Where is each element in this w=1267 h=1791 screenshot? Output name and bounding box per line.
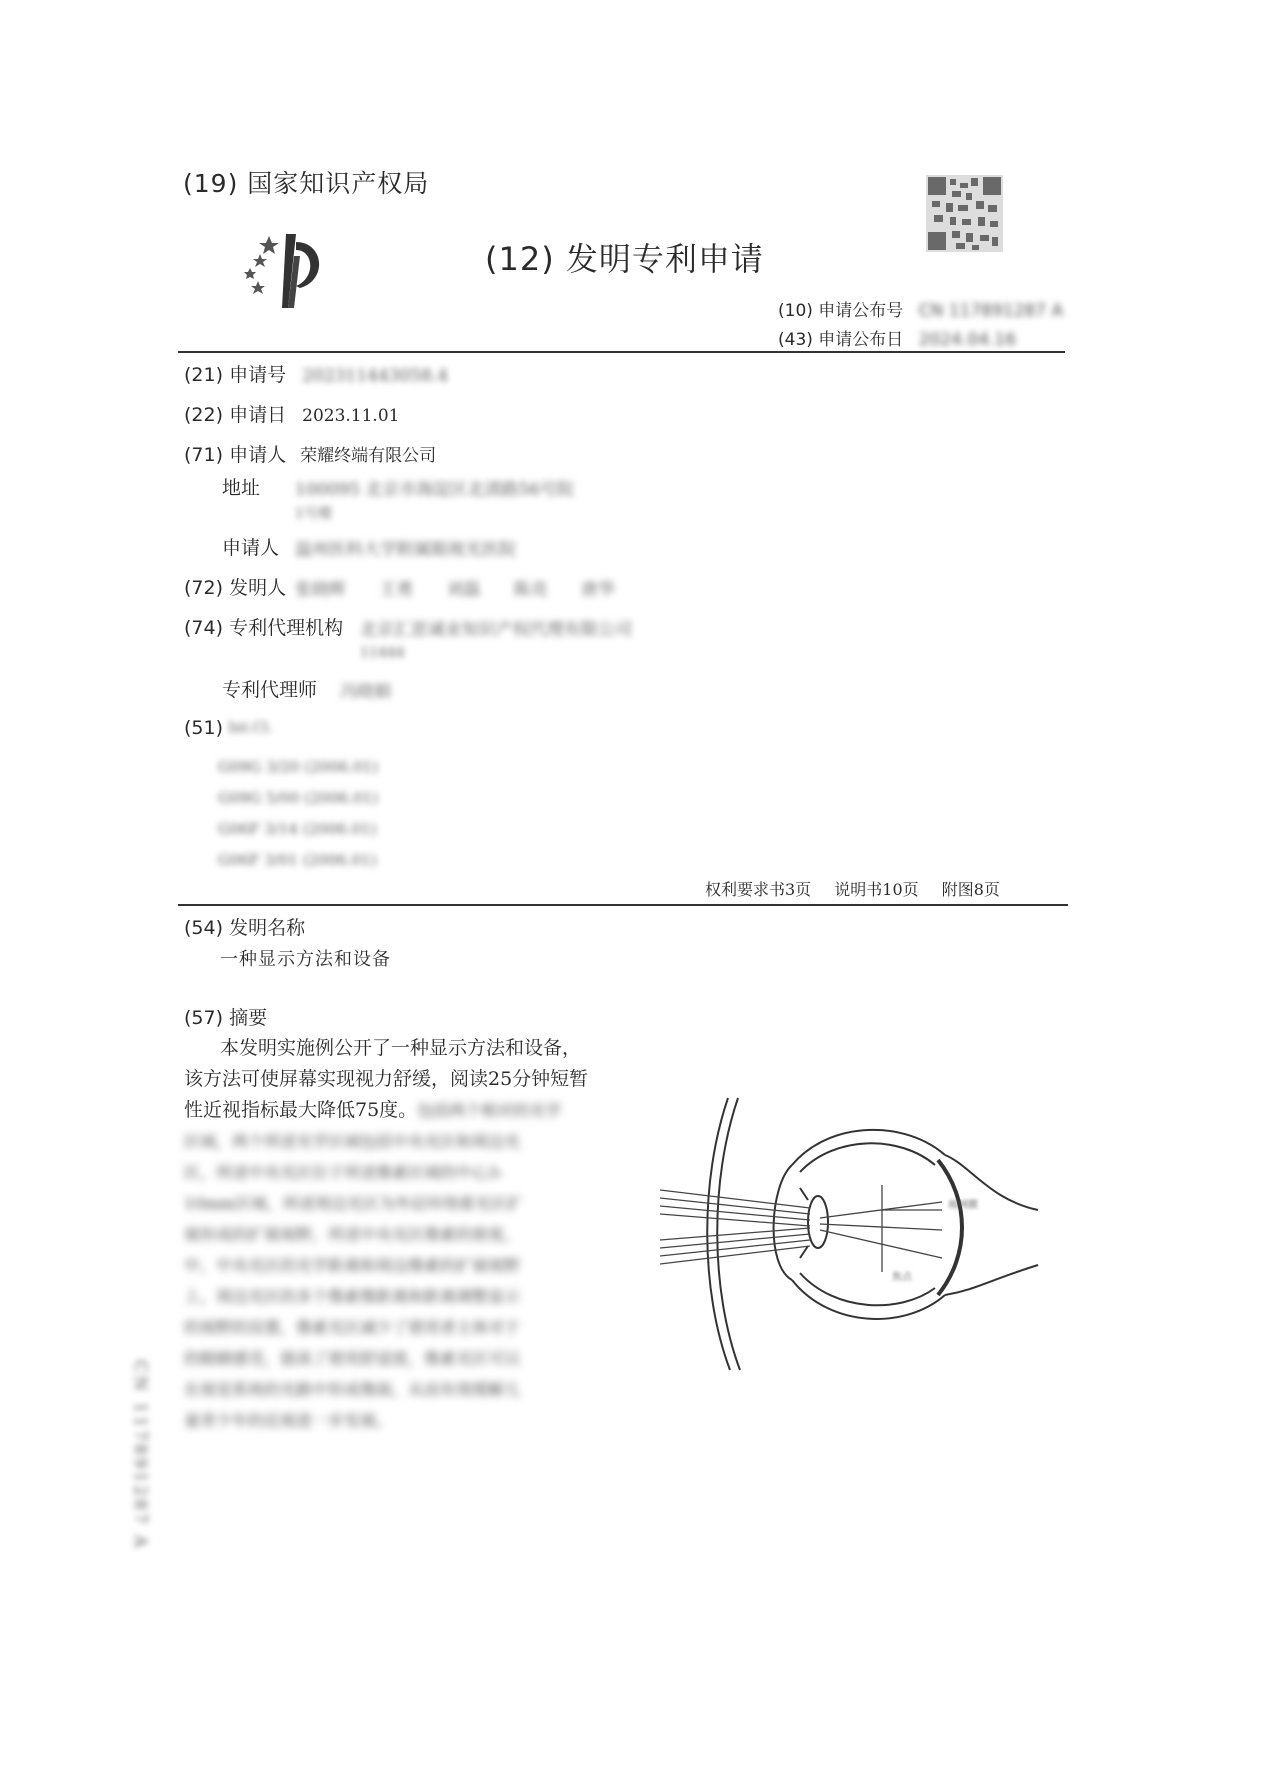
abstract-label: 摘要 (229, 1007, 268, 1029)
light-rays (660, 1185, 942, 1272)
inventor-name: 陈亮 (513, 580, 548, 600)
eye-diagram-figure (660, 1090, 1060, 1380)
abstract-line: 童青少年的近视进一步发展。 (184, 1411, 393, 1430)
applicant-row (184, 440, 436, 467)
abstract-line: 本发明实施例公开了一种显示方法和设备， (220, 1037, 582, 1059)
office-heading (183, 164, 429, 200)
abstract-text-clear: 性近视指标最大降低75度。 (184, 1099, 418, 1121)
description-pages: 说明书10页 (834, 880, 919, 899)
inventors-label: 发明人 (229, 577, 287, 599)
inventors-code: (72) (184, 577, 224, 599)
office-code: (19) (183, 169, 239, 198)
doc-type: 发明专利申请 (565, 240, 764, 278)
figure-label-retina: 视网膜 (948, 1200, 978, 1211)
inventors-list (295, 575, 615, 600)
biblio-rule (178, 904, 1068, 906)
publication-number-value: CN 117891287 A (918, 301, 1064, 321)
abstract-line: 该方法可使屏幕实现视力舒缓，阅读25分钟短暂 (184, 1068, 589, 1090)
abstract-code: (57) (184, 1007, 224, 1029)
inventor-name: 王勇 (379, 580, 414, 600)
cornea (774, 1165, 792, 1280)
agency-line1: 北京汇思诚业知识产权代理有限公司 (360, 620, 632, 640)
ipc-item: G06F 3/14 (2006.01) (218, 820, 377, 838)
app-date-value: 2023.11.01 (302, 406, 400, 426)
title-heading (184, 913, 305, 940)
abstract-line: 展形成的扩展视野，所述中央光区像素的密度， (184, 1225, 521, 1244)
qr-code-icon (926, 175, 1003, 252)
page-counts (705, 877, 1000, 900)
publication-number-label: (10) 申请公布号 (778, 301, 904, 321)
abstract-line: 区域，两个所述光学区域包括中央光区和周边光 (184, 1132, 521, 1151)
abstract-text-blurred: 包括两个相对的光学 (417, 1101, 562, 1120)
inventors-row (184, 573, 286, 600)
app-date-row (184, 400, 399, 427)
figure-label-focus: 焦点 (892, 1272, 912, 1283)
ipc-label: Int.Cl. (228, 720, 273, 736)
ipc-item: G09G 3/20 (2006.01) (218, 758, 379, 776)
drawings-pages: 附图8页 (941, 880, 1000, 899)
title-code: (54) (184, 917, 224, 939)
agency-label: 专利代理机构 (229, 617, 344, 639)
abstract-line: 的眼睛感受，提高了使用舒适度，像素光区可以 (184, 1349, 521, 1368)
retina-arc (938, 1160, 962, 1295)
inventor-name: 刘磊 (446, 580, 481, 600)
claims-pages: 权利要求书3页 (705, 880, 812, 899)
abstract-line: 区，所述中央光区位于所述像素区域的中心3- (184, 1163, 504, 1182)
agent-label: 专利代理师 (222, 679, 318, 701)
publication-number-row (778, 296, 1063, 321)
title-label: 发明名称 (229, 917, 306, 939)
address-line1: 100095 北京市海淀区北清路56号院 (295, 480, 574, 500)
applicant-value: 荣耀终端有限公司 (300, 446, 437, 466)
side-publication-stamp: CN 117891287 A (130, 1360, 150, 1551)
applicant2-value: 温州医科大学附属眼视光医院 (295, 540, 516, 560)
app-no-row (184, 360, 448, 387)
doc-type-heading (485, 234, 764, 280)
abstract-line: 中，中央光区的光学距离和周边像素的扩展视野 (184, 1256, 521, 1275)
publication-date-label: (43) 申请公布日 (778, 330, 904, 350)
ipc-code: (51) (184, 717, 224, 739)
app-date-label: 申请日 (229, 404, 287, 426)
app-no-label: 申请号 (229, 364, 287, 386)
invention-title: 一种显示方法和设备 (220, 949, 391, 970)
app-no-value: 202311443058.4 (302, 366, 449, 386)
abstract-line (184, 1095, 604, 1126)
cnipa-logo-icon (236, 228, 346, 318)
agency-code: (74) (184, 617, 224, 639)
doc-type-code: (12) (485, 240, 555, 278)
abstract-line: 在视觉系统的光路中形成像面，从而有效缓解儿 (184, 1380, 521, 1399)
applicant-code: (71) (184, 444, 224, 466)
agency-line2: 11444 (360, 645, 405, 661)
abstract-line: 的视野的设置，像素光区减少了使用者主体对于 (184, 1318, 521, 1337)
abstract-body (184, 1033, 604, 1436)
app-no-code: (21) (184, 364, 224, 386)
abstract-line: 上，周边光区的多个像素像距离和距离调整显示 (184, 1287, 521, 1306)
abstract-heading (184, 1003, 267, 1030)
publication-date-value: 2024.04.16 (918, 330, 1017, 350)
app-date-code: (22) (184, 404, 224, 426)
agent-value: 冯晓娟 (340, 682, 391, 702)
publication-date-row (778, 325, 1016, 350)
inventor-name: 张晓晖 (295, 580, 346, 600)
address-label: 地址 (222, 477, 261, 499)
agency-row (184, 613, 343, 640)
address-line2: 1号楼 (295, 506, 332, 522)
inventor-name: 唐华 (581, 580, 615, 600)
applicant2-label: 申请人 (222, 537, 280, 559)
ipc-list (218, 752, 378, 876)
ipc-item: G09G 5/00 (2006.01) (218, 789, 379, 807)
office-name: 国家知识产权局 (247, 169, 430, 198)
ipc-item: G06F 3/01 (2006.01) (218, 851, 377, 869)
applicant-label: 申请人 (229, 444, 287, 466)
abstract-line: 10mm区域，所述周边光区为外层环绕着光区扩 (184, 1194, 523, 1213)
header-rule (178, 351, 1065, 353)
crystalline-lens (808, 1196, 828, 1248)
